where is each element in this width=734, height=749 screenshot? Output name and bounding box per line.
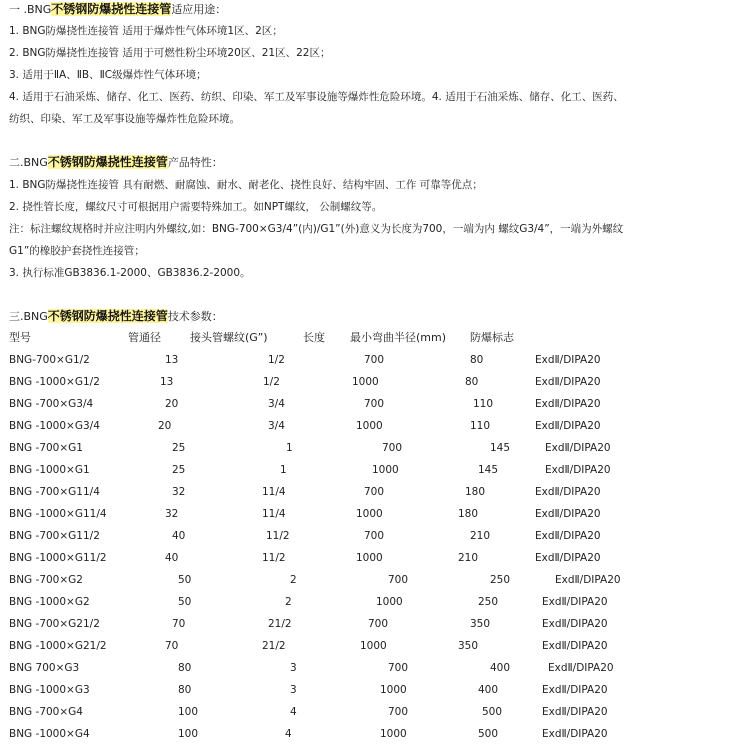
table-cell-bend-radius: 400 xyxy=(490,662,511,674)
table-cell-explosion-mark: ExdⅡ/DIPA20 xyxy=(542,684,608,696)
section-1-item: 2. BNG防爆挠性连接管 适用于可燃性粉尘环境20区、21区、22区； xyxy=(9,47,331,59)
section-1-item: 1. BNG防爆挠性连接管 适用于爆炸性气体环境1区、2区； xyxy=(9,25,283,37)
table-cell-explosion-mark: ExdⅡ/DIPA20 xyxy=(542,596,608,608)
table-cell-diameter: 50 xyxy=(178,596,192,608)
table-cell-thread: 11/4 xyxy=(262,486,286,498)
table-cell-explosion-mark: ExdⅡ/DIPA20 xyxy=(542,618,608,630)
section-1-item: 4. 适用于石油采炼、储存、化工、医药、纺织、印染、军工及军事设施等爆炸性危险环境。4. 适用于石油采炼、储存、化工、医药、 xyxy=(9,91,624,103)
section-1-item: 纺织、印染、军工及军事设施等爆炸性危险环境。 xyxy=(9,113,240,125)
table-cell-diameter: 100 xyxy=(178,706,199,718)
table-cell-diameter: 40 xyxy=(172,530,186,542)
table-cell-length: 700 xyxy=(388,662,409,674)
table-header-explosion-mark: 防爆标志 xyxy=(470,331,514,344)
table-cell-model: BNG -700×G4 xyxy=(9,706,83,718)
section-3-suffix: 技术参数： xyxy=(167,310,223,323)
table-cell-diameter: 100 xyxy=(178,728,199,740)
table-cell-thread: 11/2 xyxy=(266,530,290,542)
table-cell-explosion-mark: ExdⅡ/DIPA20 xyxy=(535,552,601,564)
section-1-suffix: 适应用途： xyxy=(171,3,227,16)
section-3-heading xyxy=(9,309,223,324)
table-header-length: 长度 xyxy=(303,331,325,344)
table-row xyxy=(0,617,734,639)
table-cell-bend-radius: 500 xyxy=(478,728,499,740)
section-3-prefix: 三.BNG xyxy=(9,310,48,323)
table-row xyxy=(0,661,734,683)
table-cell-length: 700 xyxy=(388,574,409,586)
table-cell-model: BNG -1000×G4 xyxy=(9,728,90,740)
table-cell-explosion-mark: ExdⅡ/DIPA20 xyxy=(535,508,601,520)
table-cell-thread: 3 xyxy=(290,684,297,696)
table-cell-length: 700 xyxy=(382,442,403,454)
table-cell-thread: 4 xyxy=(285,728,292,740)
section-1-highlight: 不锈钢防爆挠性连接管 xyxy=(51,2,172,16)
table-cell-thread: 21/2 xyxy=(268,618,292,630)
table-cell-explosion-mark: ExdⅡ/DIPA20 xyxy=(542,640,608,652)
table-cell-bend-radius: 80 xyxy=(465,376,479,388)
table-cell-bend-radius: 110 xyxy=(473,398,494,410)
table-cell-thread: 3/4 xyxy=(268,420,285,432)
table-cell-model: BNG -700×G11/2 xyxy=(9,530,100,542)
table-cell-thread: 1/2 xyxy=(268,354,285,366)
table-cell-thread: 3 xyxy=(290,662,297,674)
table-cell-explosion-mark: ExdⅡ/DIPA20 xyxy=(535,376,601,388)
table-cell-thread: 1 xyxy=(280,464,287,476)
table-row xyxy=(0,529,734,551)
section-2-suffix: 产品特性： xyxy=(167,156,223,169)
table-row xyxy=(0,419,734,441)
table-header-diameter: 管通径 xyxy=(128,331,161,344)
table-cell-thread: 21/2 xyxy=(262,640,286,652)
table-cell-length: 1000 xyxy=(356,420,383,432)
table-row xyxy=(0,705,734,727)
table-cell-length: 1000 xyxy=(356,508,383,520)
table-row xyxy=(0,639,734,661)
table-cell-model: BNG -1000×G21/2 xyxy=(9,640,107,652)
table-cell-explosion-mark: ExdⅡ/DIPA20 xyxy=(555,574,621,586)
table-row xyxy=(0,595,734,617)
section-2-item: 3. 执行标准GB3836.1-2000、GB3836.2-2000。 xyxy=(9,267,251,279)
table-cell-bend-radius: 145 xyxy=(478,464,499,476)
table-cell-length: 700 xyxy=(364,354,385,366)
table-cell-bend-radius: 180 xyxy=(458,508,479,520)
table-row xyxy=(0,573,734,595)
table-cell-bend-radius: 350 xyxy=(458,640,479,652)
table-cell-model: BNG -700×G2 xyxy=(9,574,83,586)
table-cell-diameter: 32 xyxy=(165,508,179,520)
table-cell-bend-radius: 180 xyxy=(465,486,486,498)
table-cell-explosion-mark: ExdⅡ/DIPA20 xyxy=(545,464,611,476)
table-cell-diameter: 25 xyxy=(172,464,186,476)
table-cell-bend-radius: 80 xyxy=(470,354,484,366)
table-cell-model: BNG -1000×G3/4 xyxy=(9,420,100,432)
table-cell-thread: 2 xyxy=(290,574,297,586)
section-3-highlight: 不锈钢防爆挠性连接管 xyxy=(47,309,168,323)
table-cell-model: BNG 700×G3 xyxy=(9,662,80,674)
section-2-prefix: 二.BNG xyxy=(9,156,48,169)
table-cell-bend-radius: 145 xyxy=(490,442,511,454)
table-cell-length: 1000 xyxy=(356,552,383,564)
section-2-highlight: 不锈钢防爆挠性连接管 xyxy=(47,155,168,169)
table-cell-length: 700 xyxy=(388,706,409,718)
table-cell-explosion-mark: ExdⅡ/DIPA20 xyxy=(548,662,614,674)
table-cell-length: 700 xyxy=(364,530,385,542)
table-cell-diameter: 25 xyxy=(172,442,186,454)
table-cell-model: BNG -700×G21/2 xyxy=(9,618,100,630)
table-row xyxy=(0,353,734,375)
table-cell-length: 700 xyxy=(364,486,385,498)
table-cell-diameter: 13 xyxy=(165,354,179,366)
table-cell-diameter: 70 xyxy=(165,640,179,652)
section-1-heading xyxy=(9,2,226,17)
section-2-item: G1”的橡胶护套挠性连接管； xyxy=(9,245,145,257)
table-cell-model: BNG -700×G3/4 xyxy=(9,398,94,410)
table-cell-length: 1000 xyxy=(352,376,379,388)
table-cell-thread: 11/4 xyxy=(262,508,286,520)
table-cell-bend-radius: 400 xyxy=(478,684,499,696)
table-cell-bend-radius: 250 xyxy=(490,574,511,586)
table-cell-diameter: 70 xyxy=(172,618,186,630)
table-cell-thread: 4 xyxy=(290,706,297,718)
table-cell-length: 1000 xyxy=(380,684,407,696)
table-cell-thread: 1/2 xyxy=(263,376,280,388)
table-cell-length: 1000 xyxy=(380,728,407,740)
table-cell-explosion-mark: ExdⅡ/DIPA20 xyxy=(535,354,601,366)
table-row xyxy=(0,397,734,419)
table-cell-bend-radius: 250 xyxy=(478,596,499,608)
table-cell-bend-radius: 500 xyxy=(482,706,503,718)
table-header-bend-radius: 最小弯曲半径(mm) xyxy=(350,331,447,344)
table-row xyxy=(0,683,734,705)
table-cell-explosion-mark: ExdⅡ/DIPA20 xyxy=(535,486,601,498)
table-cell-bend-radius: 350 xyxy=(470,618,491,630)
table-cell-diameter: 20 xyxy=(165,398,179,410)
table-cell-thread: 3/4 xyxy=(268,398,285,410)
section-2-item: 2. 挠性管长度，螺纹尺寸可根据用户需要特殊加工。如NPT螺纹， 公制螺纹等。 xyxy=(9,201,383,213)
table-header-row xyxy=(0,331,734,353)
table-row xyxy=(0,375,734,397)
table-cell-diameter: 32 xyxy=(172,486,186,498)
section-2-item: 1. BNG防爆挠性连接管 具有耐燃、耐腐蚀、耐水、耐老化、挠性良好、结构牢固、工作 可靠等优点； xyxy=(9,179,483,191)
table-cell-explosion-mark: ExdⅡ/DIPA20 xyxy=(542,728,608,740)
table-cell-model: BNG -1000×G1/2 xyxy=(9,376,100,388)
table-cell-length: 1000 xyxy=(376,596,403,608)
table-cell-model: BNG -1000×G11/4 xyxy=(9,508,107,520)
table-cell-thread: 2 xyxy=(285,596,292,608)
table-cell-length: 700 xyxy=(364,398,385,410)
table-row xyxy=(0,551,734,573)
table-cell-thread: 1 xyxy=(286,442,293,454)
table-row xyxy=(0,485,734,507)
table-cell-model: BNG -1000×G3 xyxy=(9,684,90,696)
table-cell-length: 1000 xyxy=(360,640,387,652)
table-header-model: 型号 xyxy=(9,331,31,344)
table-cell-bend-radius: 210 xyxy=(470,530,491,542)
table-cell-diameter: 50 xyxy=(178,574,192,586)
section-1-prefix: 一 .BNG xyxy=(9,3,52,16)
table-cell-bend-radius: 210 xyxy=(458,552,479,564)
table-cell-length: 700 xyxy=(368,618,389,630)
table-cell-model: BNG -1000×G11/2 xyxy=(9,552,107,564)
table-cell-explosion-mark: ExdⅡ/DIPA20 xyxy=(542,706,608,718)
table-cell-model: BNG -1000×G2 xyxy=(9,596,90,608)
section-2-item: 注：标注螺纹规格时并应注明内外螺纹,如：BNG-700×G3/4”(内)/G1”(外)意义为长度为700，一端为内 螺纹G3/4”，一端为外螺纹 xyxy=(9,223,624,235)
table-row xyxy=(0,441,734,463)
table-cell-model: BNG-700×G1/2 xyxy=(9,354,90,366)
section-2-heading xyxy=(9,155,223,170)
table-cell-thread: 11/2 xyxy=(262,552,286,564)
table-cell-explosion-mark: ExdⅡ/DIPA20 xyxy=(545,442,611,454)
table-cell-diameter: 80 xyxy=(178,662,192,674)
table-cell-bend-radius: 110 xyxy=(470,420,491,432)
table-cell-diameter: 13 xyxy=(160,376,174,388)
table-cell-length: 1000 xyxy=(372,464,399,476)
table-cell-explosion-mark: ExdⅡ/DIPA20 xyxy=(535,530,601,542)
table-cell-diameter: 80 xyxy=(178,684,192,696)
table-cell-explosion-mark: ExdⅡ/DIPA20 xyxy=(535,420,601,432)
table-row xyxy=(0,463,734,485)
table-cell-model: BNG -700×G11/4 xyxy=(9,486,100,498)
table-cell-diameter: 40 xyxy=(165,552,179,564)
table-cell-model: BNG -1000×G1 xyxy=(9,464,90,476)
table-row xyxy=(0,507,734,529)
table-cell-diameter: 20 xyxy=(158,420,172,432)
section-1-item: 3. 适用于ⅡA、ⅡB、ⅡC级爆炸性气体环境； xyxy=(9,69,207,81)
table-cell-model: BNG -700×G1 xyxy=(9,442,83,454)
table-header-thread: 接头管螺纹(G”) xyxy=(190,331,268,344)
table-cell-explosion-mark: ExdⅡ/DIPA20 xyxy=(535,398,601,410)
